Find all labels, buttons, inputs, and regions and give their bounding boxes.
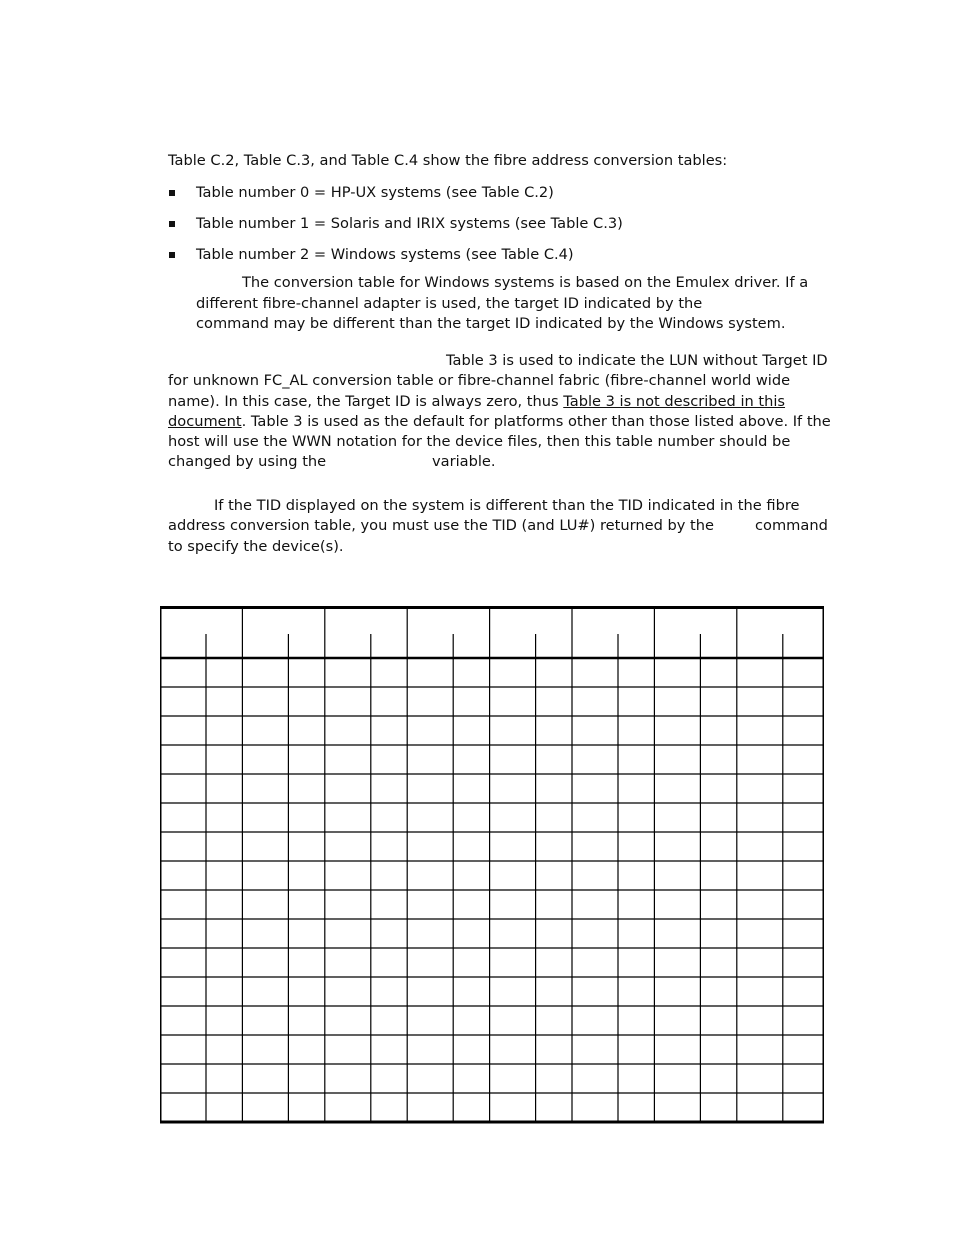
paragraph-line: If the TID displayed on the system is different than the TID indicated in the fibre <box>214 497 800 514</box>
paragraph-line: host will use the WWN notation for the device files, then this table number should be <box>168 433 791 450</box>
paragraph-text: . Table 3 is used as the default for platforms other than those listed above. If the <box>241 413 831 430</box>
paragraph-line: command <box>755 517 828 534</box>
list-item-text: Table number 1 = Solaris and IRIX systems (see Table C.3) <box>196 215 623 232</box>
paragraph-line: changed by using the <box>168 453 327 470</box>
paragraph-line: Table 3 is used to indicate the LUN without Target ID <box>446 352 828 369</box>
list-item-text: Table number 2 = Windows systems (see Table C.4) <box>196 246 574 263</box>
note-line: The conversion table for Windows systems is based on the Emulex driver. If a <box>242 274 809 291</box>
paragraph-line: to specify the device(s). <box>168 538 344 555</box>
paragraph-line: address conversion table, you must use the TID (and LU#) returned by the <box>168 517 714 534</box>
paragraph-line <box>168 412 831 432</box>
intro-text: Table C.2, Table C.3, and Table C.4 show the fibre address conversion tables: <box>168 152 728 169</box>
not-described-link[interactable]: Table 3 is not described in this <box>563 393 786 410</box>
note-line: different fibre-channel adapter is used, the target ID indicated by the <box>196 295 703 312</box>
bullet-icon <box>169 221 175 227</box>
paragraph-line: variable. <box>432 453 496 470</box>
document-link[interactable]: document <box>168 413 242 430</box>
paragraph-line: for unknown FC_AL conversion table or fibre-channel fabric (fibre-channel world wide <box>168 372 791 389</box>
bullet-icon <box>169 252 175 258</box>
note-line: command may be different than the target ID indicated by the Windows system. <box>196 315 786 332</box>
paragraph-text: name). In this case, the Target ID is always zero, thus <box>168 393 564 410</box>
fibre-address-conversion-table <box>160 606 824 1124</box>
bullet-icon <box>169 190 175 196</box>
list-item-text: Table number 0 = HP-UX systems (see Table C.2) <box>196 184 554 201</box>
paragraph-line <box>168 392 785 412</box>
